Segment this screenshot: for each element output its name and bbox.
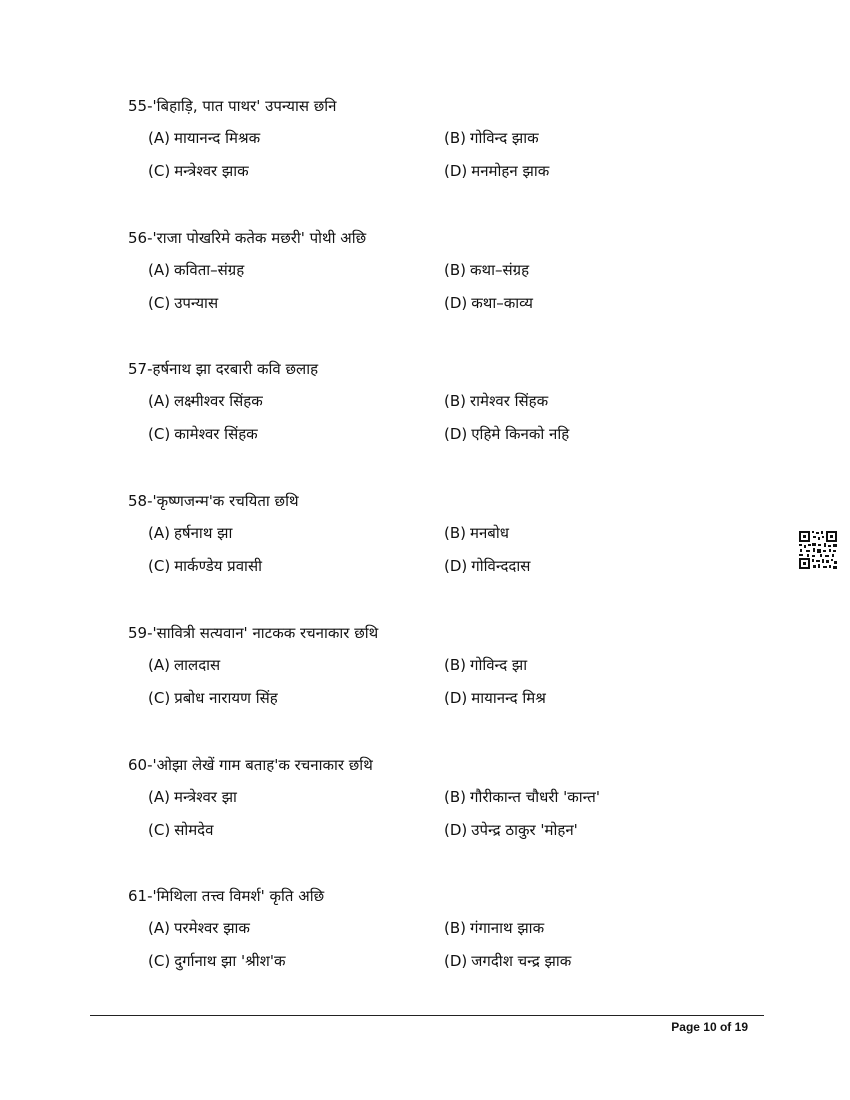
option-label: (B) <box>444 656 466 674</box>
option-text: गोविन्द झाक <box>470 129 539 147</box>
option-label: (A) <box>148 129 170 147</box>
options <box>128 787 768 853</box>
option-a <box>148 128 260 148</box>
option-c <box>148 951 286 971</box>
option-text: मनमोहन झाक <box>471 162 550 180</box>
option-text: उपेन्द्र ठाकुर 'मोहन' <box>471 821 578 839</box>
option-text: उपन्यास <box>174 294 219 312</box>
question-text: 57-हर्षनाथ झा दरबारी कवि छलाह <box>128 360 319 378</box>
option-b <box>444 128 539 148</box>
option-a <box>148 260 244 280</box>
option-text: कविता–संग्रह <box>173 261 245 279</box>
page-number: Page 10 of 19 <box>671 1020 748 1034</box>
option-label: (D) <box>444 425 468 443</box>
option-label: (D) <box>444 821 468 839</box>
question-text: 58-'कृष्णजन्म'क रचयिता छथि <box>128 492 299 510</box>
option-text: सोमदेव <box>174 821 214 839</box>
option-a <box>148 918 250 938</box>
option-c <box>148 293 218 313</box>
option-c <box>148 688 278 708</box>
option-text: गंगानाथ झाक <box>470 919 545 937</box>
question-57 <box>128 359 768 457</box>
option-label: (B) <box>444 261 466 279</box>
option-label: (C) <box>148 162 171 180</box>
question-text: 60-'ओझा लेखें गाम बताह'क रचनाकार छथि <box>128 756 373 774</box>
option-label: (B) <box>444 392 466 410</box>
option-label: (A) <box>148 524 170 542</box>
option-text: गोविन्द झा <box>470 656 528 674</box>
option-text: मायानन्द मिश्रक <box>173 129 261 147</box>
option-b <box>444 918 544 938</box>
question-text: 55-'बिहाड़ि, पात पाथर' उपन्यास छनि <box>128 97 337 115</box>
option-d <box>444 161 549 181</box>
question-text: 56-'राजा पोखरिमे कतेक मछरी' पोथी अछि <box>128 229 367 247</box>
option-text: मन्त्रेश्वर झा <box>173 788 237 806</box>
option-d <box>444 951 571 971</box>
question-58 <box>128 491 768 589</box>
option-label: (B) <box>444 919 466 937</box>
option-label: (B) <box>444 524 466 542</box>
option-text: गौरीकान्त चौधरी 'कान्त' <box>470 788 600 806</box>
question-text: 61-'मिथिला तत्त्व विमर्श' कृति अछि <box>128 887 325 905</box>
option-label: (B) <box>444 129 466 147</box>
option-c <box>148 424 258 444</box>
option-b <box>444 523 509 543</box>
options <box>128 918 768 984</box>
option-label: (D) <box>444 689 468 707</box>
question-text: 59-'सावित्री सत्यवान' नाटकक रचनाकार छथि <box>128 624 379 642</box>
option-label: (D) <box>444 557 468 575</box>
option-text: हर्षनाथ झा <box>173 524 233 542</box>
option-b <box>444 787 600 807</box>
option-text: लालदास <box>173 656 221 674</box>
option-text: दुर्गानाथ झा 'श्रीश'क <box>174 952 286 970</box>
option-text: कामेश्वर सिंहक <box>174 425 258 443</box>
option-d <box>444 688 546 708</box>
option-text: मनबोध <box>470 524 509 542</box>
option-c <box>148 161 249 181</box>
option-text: परमेश्वर झाक <box>173 919 250 937</box>
option-label: (D) <box>444 162 468 180</box>
option-label: (D) <box>444 952 468 970</box>
option-text: गोविन्ददास <box>471 557 531 575</box>
option-label: (C) <box>148 557 171 575</box>
options <box>128 260 768 326</box>
option-b <box>444 260 529 280</box>
option-label: (A) <box>148 392 170 410</box>
option-text: रामेश्वर सिंहक <box>470 392 549 410</box>
option-b <box>444 655 527 675</box>
option-a <box>148 523 232 543</box>
option-label: (C) <box>148 821 171 839</box>
option-text: जगदीश चन्द्र झाक <box>471 952 572 970</box>
option-label: (D) <box>444 294 468 312</box>
option-label: (A) <box>148 919 170 937</box>
options <box>128 523 768 589</box>
question-60 <box>128 755 768 853</box>
option-d <box>444 293 533 313</box>
option-text: लक्ष्मीश्वर सिंहक <box>173 392 263 410</box>
footer-divider <box>90 1015 764 1016</box>
option-label: (C) <box>148 294 171 312</box>
option-label: (C) <box>148 689 171 707</box>
option-a <box>148 787 237 807</box>
option-label: (A) <box>148 788 170 806</box>
option-label: (A) <box>148 656 170 674</box>
option-c <box>148 820 214 840</box>
question-59 <box>128 623 768 721</box>
option-label: (C) <box>148 952 171 970</box>
option-c <box>148 556 262 576</box>
options <box>128 128 768 194</box>
option-text: एहिमे किनको नहि <box>471 425 570 443</box>
options <box>128 655 768 721</box>
option-b <box>444 391 548 411</box>
option-text: मन्त्रेश्वर झाक <box>174 162 249 180</box>
option-d <box>444 424 569 444</box>
option-a <box>148 391 263 411</box>
option-label: (C) <box>148 425 171 443</box>
options <box>128 391 768 457</box>
option-text: मार्कण्डेय प्रवासी <box>174 557 262 575</box>
question-61 <box>128 886 768 984</box>
option-text: प्रबोध नारायण सिंह <box>174 689 278 707</box>
option-text: कथा–संग्रह <box>470 261 530 279</box>
qr-code-icon <box>798 530 838 570</box>
option-d <box>444 820 578 840</box>
option-label: (B) <box>444 788 466 806</box>
option-label: (A) <box>148 261 170 279</box>
question-56 <box>128 228 768 326</box>
option-a <box>148 655 220 675</box>
option-text: कथा–काव्य <box>471 294 533 312</box>
option-d <box>444 556 530 576</box>
option-text: मायानन्द मिश्र <box>471 689 546 707</box>
question-55 <box>128 96 768 194</box>
